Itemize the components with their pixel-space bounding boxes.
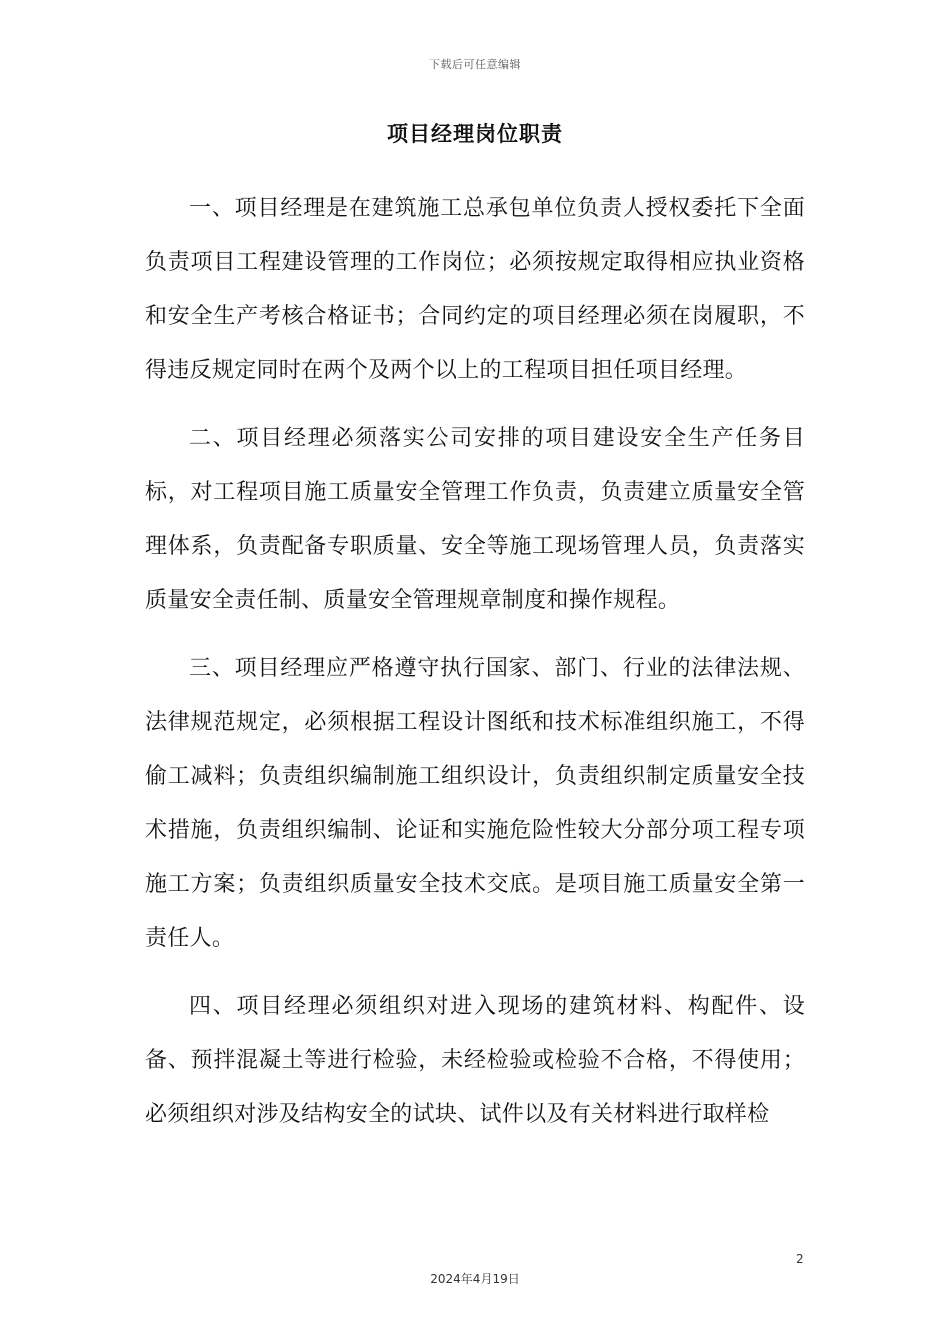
page-title: 项目经理岗位职责 — [387, 122, 563, 146]
footer-date: 2024年4月19日 — [430, 1272, 520, 1286]
header-note: 下载后可任意编辑 — [429, 58, 521, 71]
paragraph-2: 二、项目经理必须落实公司安排的项目建设安全生产任务目标，对工程项目施工质量安全管理工作负责，负责建立质量安全管理体系，负责配备专职质量、安全等施工现场管理人员，负责落实质量安全责任制、质量安全管理规章制度和操作规程。 — [145, 426, 805, 613]
paragraph-3: 三、项目经理应严格遵守执行国家、部门、行业的法律法规、法律规范规定，必须根据工程设计图纸和技术标准组织施工，不得偷工减料；负责组织编制施工组织设计，负责组织制定质量安全技术措施，负责组织编制、论证和实施危险性较大分部分项工程专项施工方案；负责组织质量安全技术交底。是项目施工质量安全第一责任人。 — [145, 656, 805, 951]
document-body — [145, 182, 805, 1156]
paragraph-4: 四、项目经理必须组织对进入现场的建筑材料、构配件、设备、预拌混凝土等进行检验，未经检验或检验不合格，不得使用；必须组织对涉及结构安全的试块、试件以及有关材料进行取样检 — [145, 994, 805, 1127]
paragraph-1: 一、项目经理是在建筑施工总承包单位负责人授权委托下全面负责项目工程建设管理的工作岗位；必须按规定取得相应执业资格和安全生产考核合格证书；合同约定的项目经理必须在岗履职，不得违反规定同时在两个及两个以上的工程项目担任项目经理。 — [145, 196, 805, 383]
page-number: 2 — [796, 1252, 804, 1266]
